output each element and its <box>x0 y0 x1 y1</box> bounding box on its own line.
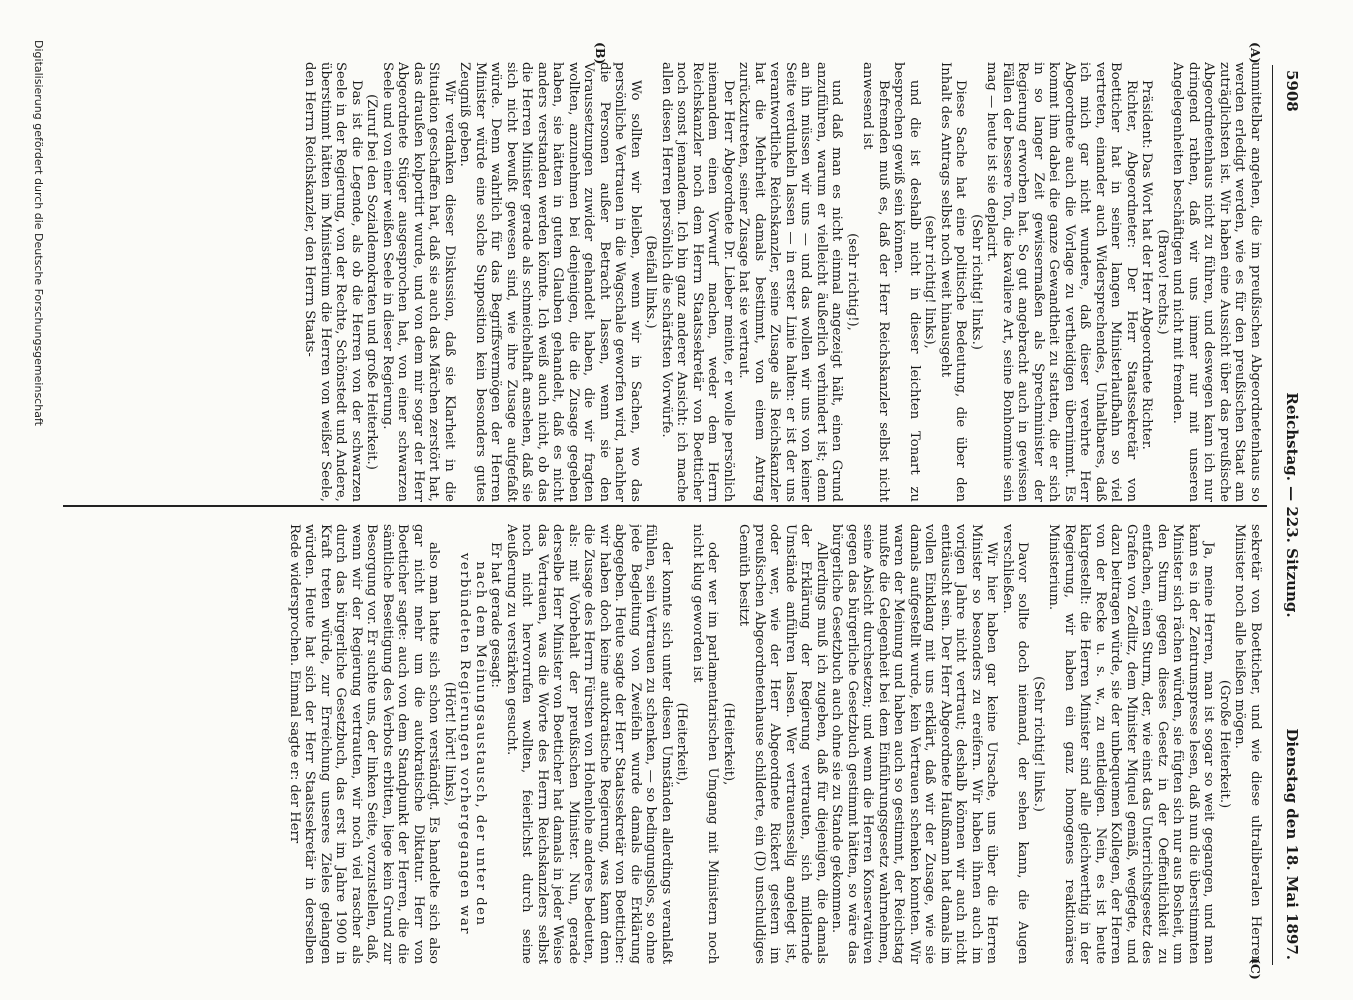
interjection: (Zuruf bei den Sozialdemokraten und große Heiterkeit.) <box>364 94 380 470</box>
paragraph: Allerdings muß ich zugeben, daß für diejenigen, die damals der Erklärung der Regierung vertrauten, sich mildernde Umstände anführen lassen. Wer vertrauensselig angelegt ist, oder wer, wie der Herr Abgeordnete Rickert gestern im preußischen Abgeordnetenhause schilderte, ein (D) unschuldiges Gemüth besitzt <box>736 524 829 964</box>
interjection: (Sehr richtig! links.) <box>1031 676 1046 812</box>
right-column <box>63 524 1263 964</box>
paragraph: oder wer im parlamentarischen Umgang mit Ministern noch nicht klug geworden ist <box>690 524 721 964</box>
interjection: (Bravo! rechts.) <box>1155 229 1170 335</box>
page-header <box>1277 40 1303 970</box>
paragraph: Wo sollten wir bleiben, wenn wir in Sachen, wo das persönliche Vertrauen in die Wagschale geworfen wird, nachher die Personen außer Betracht lassen, wenn sie den Voraussetzungen zuwider gehandelt haben, die wir fragten wollten, anzunehmen bei denjenigen, die die Zusage gegeben haben, sie hätten in gutem Glauben gehandelt, daß es nicht anders verstanden werden könnte. Ich weiß auch nicht, ob das die Herren Minister gerade als schmeichelhaft ansehen, daß sie sich nicht bewußt gewesen sind, wie ihre Zusage aufgefaßt würde. Denn wahrlich für das Begriffsvermögen der Herren Minister würde eine solche Supposition kein besonders gutes Zeugniß geben. <box>457 62 643 502</box>
paragraph: unmittelbar angehen, die im preußischen Abgeordnetenhaus so werden erledigt werden, wie es für den preußischen Staat am zuträglichsten ist. Wir haben eine Aussicht über das preußische Abgeordnetenhaus nicht zu führen, und deswegen kann ich nur dringend rathen, daß wir uns immer nur mit unseren Angelegenheiten beschäftigen und nicht mit fremden. <box>1170 62 1263 502</box>
margin-marker-b: (B) <box>593 42 608 65</box>
paragraph: Davor sollte doch niemand, der sehen kann, die Augen verschließen. <box>1000 524 1031 964</box>
page-number: 5908 <box>1283 70 1301 112</box>
interjection: (Heiterkeit), <box>674 702 690 786</box>
left-column <box>63 62 1263 502</box>
paragraph: sekretär von Boetticher, und wie diese ultraliberalen Herren Minister noch alle heißen mögen. <box>1232 524 1263 964</box>
paragraph: und daß man es nicht einmal angezeigt hält, einen Grund anzuführen, warum er vielleicht äußerlich verhindert ist; denn an ihn müssen wir uns — und das wollen wir uns von keiner Seite verdunkeln lassen — in erster Linie halten: er ist der uns verantwortliche Reichskanzler, seine Zusage als Reichskanzler hat die Mehrheit damals bestimmt, von einem Antrag zurückzutreten, seiner Zusage hat sie vertraut. <box>736 62 845 502</box>
paragraph: Wir verdanken dieser Diskussion, daß sie Klarheit in die Situation geschaffen hat, daß sie auch das Märchen zerstört hat, das draußen kolportirt wurde, und von dem mir sogar der Herr Abgeordnete Stüger ausgesprochen hat, von einer schwarzen Seele und von einer weißen Seele in dieser Regierung. <box>380 62 457 502</box>
interjection: (Hört! hört! links), <box>442 681 457 807</box>
quoted-text: nach dem Meinungsaustausch, der unter den verbündeten Regierungen vorhergegangen war <box>457 552 488 936</box>
funding-note: Digitalisierung gefördert durch die Deutsche Forschungsgemeinschaft <box>32 40 45 426</box>
interjection: (Beifall links.) <box>643 235 659 329</box>
paragraph: Wir hier haben gar keine Ursache, uns über die Herren Minister so besonders zu ereifern. Wir haben ihnen auch im vorigen Jahre nicht vertraut; deshalb können wir auch nicht enttäuscht sein. Der Herr Abgeordnete Haußmann hat damals im vollen Einklang mit uns erklärt, daß wir der Zusage, wie sie damals aufgestellt wurde, kein Vertrauen schenken konnten. Wir waren der Meinung und haben auch so gestimmt, der Reichstag mußte die Gelegenheit bei dem Einführungsgesetz wahrnehmen, seine Absicht durchsetzen; und wenn die Herren Konservativen gegen das bürgerliche Gesetzbuch gestimmt hätten, so wäre das bürgerliche Gesetzbuch auch ohne sie zu Stande gekommen. <box>829 524 1000 964</box>
margin-marker-c: (C) <box>1248 958 1263 980</box>
page-title: Reichstag. — 223. Sitzung. <box>1283 392 1301 618</box>
paragraph: Richter, Abgeordneter: Der Herr Staatssekretär von Boetticher hat in seiner langen Ministerlaufbahn so viel vertreten, einander auch Widersprechendes, Unhaltbares, daß ich mich gar nicht wundere, daß dieser verehrte Herr Abgeordnete auch die Vorlage zu vertheidigen übernimmt. Es kommt ihm dabei die ganze Gewandtheit zu statten, die er sich in so langer Zeit gewissermaßen als Sprechminister der Regierung erworben hat. So gut angebracht auch in gewissen Fällen der bessere Ton, die kavaliere Art, seine Bonhommie sein mag — heute ist sie deplacirt. <box>984 62 1139 502</box>
interjection: (Heiterkeit), <box>721 702 736 786</box>
interjection: (Große Heiterkeit.) <box>1217 679 1232 809</box>
session-date: Dienstag den 18. Mai 1897. <box>1283 728 1301 960</box>
paragraph: Diese Sache hat eine politische Bedeutung, die über den Inhalt des Antrags selbst noch weit hinausgeht <box>938 62 969 502</box>
paragraph: Präsident: Das Wort hat der Herr Abgeordnete Richter. <box>1139 80 1155 450</box>
paragraph: also man hatte sich schon verständigt. Es handelte sich also gar nicht mehr um die autokratische Diktatur. Herr von Boetticher sagte: auch von dem Standpunkt der Herren, die die sämtliche Beseitigung des Verbots erbitten, liege kein Grund zur Besorgung vor. Er suchte uns, der linken Seite, vorzustellen, daß, wenn wir der Regierung vertrauten, wir noch viel rascher als durch das bürgerliche Gesetzbuch, das erst im Jahre 1900 in Kraft treten würde, zur Erreichung unseres Zieles gelangen würden. Heute hat sich der Herr Staatssekretär in derselben Rede widersprochen. Einmal sagte er: der Herr <box>287 524 442 964</box>
interjection: (sehr richtig! links), <box>922 215 938 349</box>
margin-marker-a: (A) <box>1248 42 1263 64</box>
paragraph: Er hat gerade gesagt: <box>488 542 504 688</box>
paragraph: Befremden muß es, daß der Herr Reichskanzler selbst nicht anwesend ist <box>860 62 891 502</box>
paragraph: der konnte sich unter diesen Umständen allerdings veranlaßt fühlen, sein Vertrauen zu schenken, — so bedingungslos, so ohne jede Begleitung von Zweifeln wurde damals die Erklärung abgegeben. Heute sagte der Herr Staatssekretär von Boetticher: wir haben doch keine autokratische Regierung, was kann denn die Zusage des Herrn Fürsten von Hohenlohe anderes bedeuten, als: mit Vorbehalt der preußischen Minister. Nun, gerade derselbe Herr Minister von Boetticher hat damals in jeder Weise das Vertrauen, was die Worte des Herrn Reichskanzlers selbst noch nicht hervorrufen wollten, feierlichst durch seine Aeußerung zu verstärken gesucht. <box>504 524 674 964</box>
header-rule <box>1272 65 1273 965</box>
paragraph: Ja, meine Herren, man ist sogar so weit gegangen, und man kann es in der Zentrumspresse lesen, daß nun die überstimmten Minister sich rächen würden, sie fügten sich nur aus Bosheit, um den Sturm gegen dieses Gesetz in der Oeffentlichkeit zu entfachen, einen Sturm, der, wie einst das Unterrichtsgesetz des Grafen von Zedlitz, dem Minister Miquel gemäß, wegfegte, und dazu beitragen würde, sie der unbequemen Kollegen, der Herren von der Recke u. s. w., zu entledigen. Nein, es ist heute klargestellt: die Herren Minister sind alle gleichwerthig in der Regierung, wir haben ein ganz homogenes reaktionäres Ministerium. <box>1046 524 1217 964</box>
interjection: (Sehr richtig! links.) <box>969 214 984 350</box>
page-body <box>63 40 1303 980</box>
paragraph: und die ist deshalb nicht in dieser leichten Tonart zu besprechen gewiß sein können. <box>891 62 922 502</box>
column-divider <box>63 505 1267 507</box>
paragraph: Der Herr Abgeordnete Dr. Lieber meinte, er wolle persönlich niemandem einen Vorwurf machen, weder dem Herrn Reichskanzler noch dem Herrn Staatssekretär von Boetticher noch sonst jemandem. Ich bin ganz anderer Ansicht: ich mache allen diesen Herren persönlich die schärfsten Vorwürfe. <box>659 62 736 502</box>
page-footer <box>23 40 53 970</box>
interjection: (sehr richtig!), <box>845 233 860 331</box>
paragraph: Das ist die Legende, als ob die Herren von der schwarzen Seele in der Regierung, von der Rechte, Schönstedt und Andere, überstimmt hätten im Ministerium die Herren von weißer Seele, den Herrn Reichskanzler, den Herrn Staats- <box>302 62 364 502</box>
